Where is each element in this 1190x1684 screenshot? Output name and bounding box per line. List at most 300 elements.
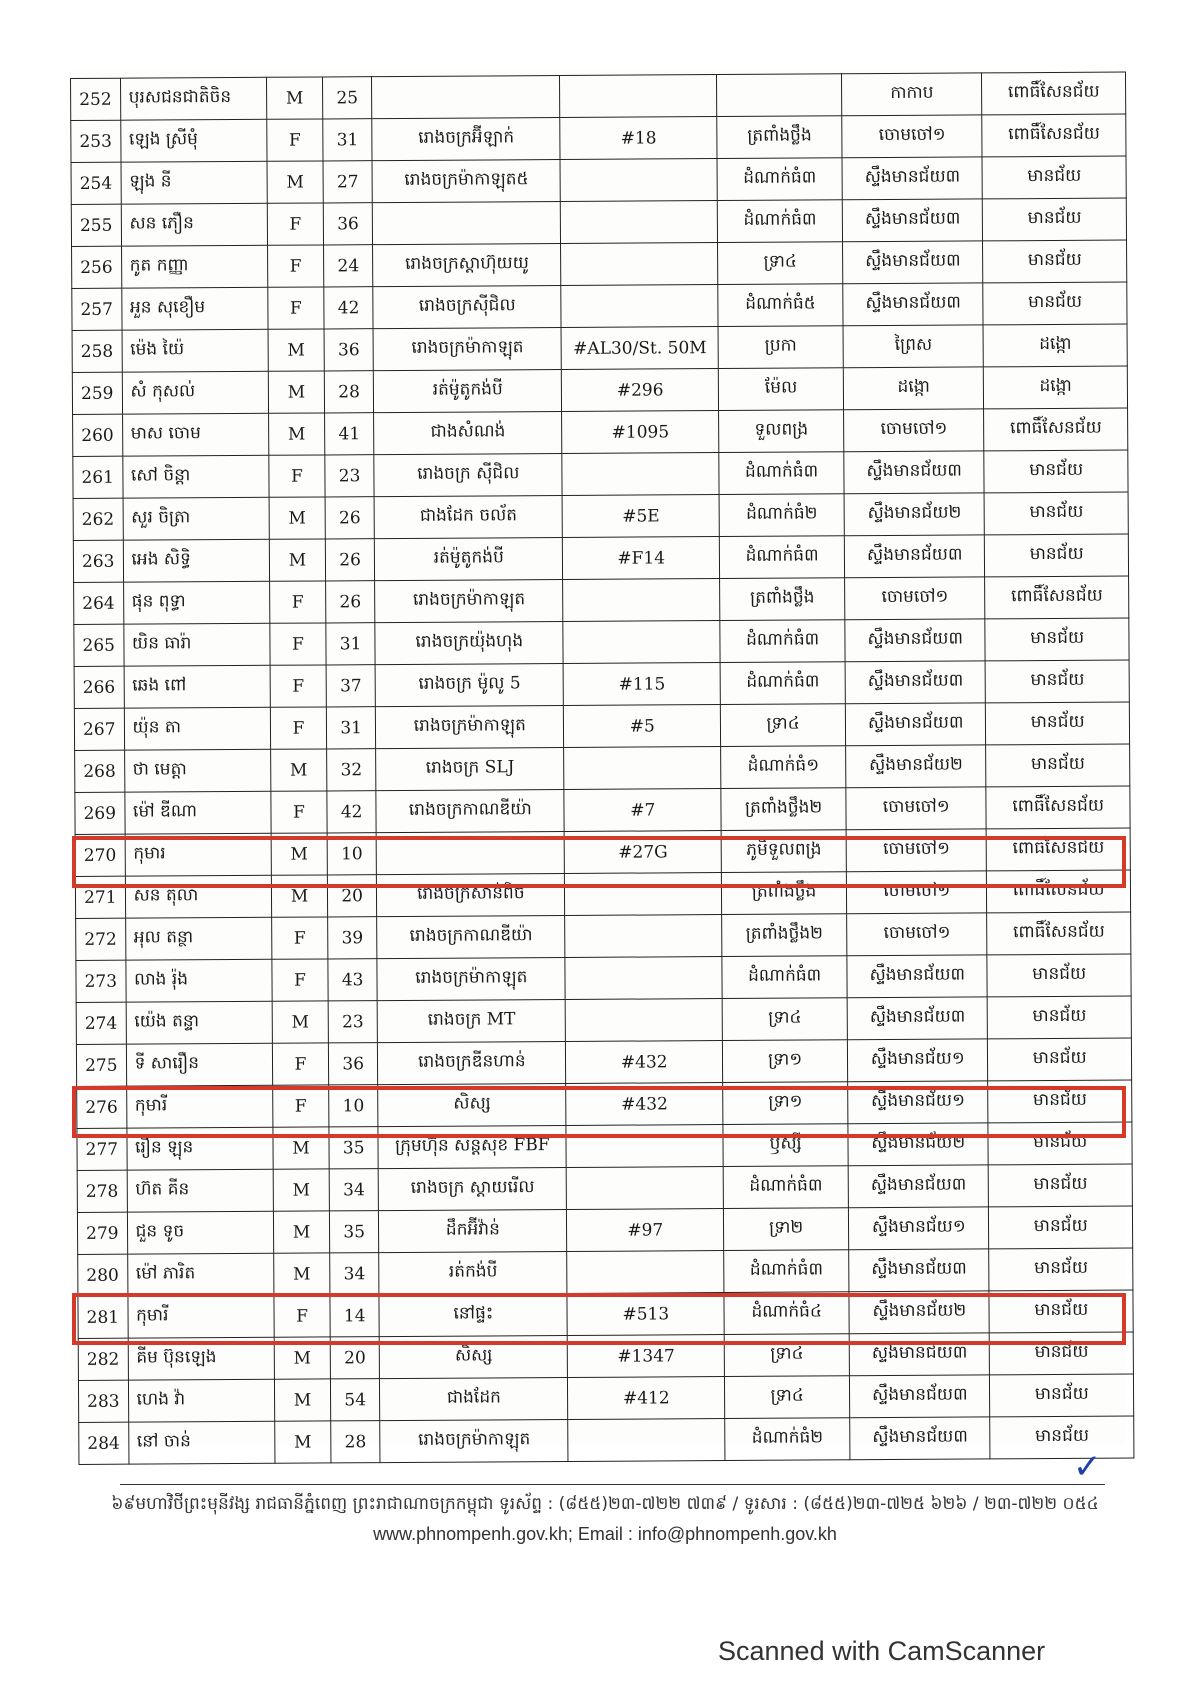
cell-name: បុរសជនជាតិចិន	[120, 77, 267, 120]
cell-district: មានជ័យ	[988, 996, 1132, 1039]
table-row	[75, 828, 1130, 876]
cell-district: មានជ័យ	[990, 1332, 1134, 1375]
cell-sex: F	[269, 455, 325, 497]
cell-commune: ចោមចៅ១	[846, 871, 987, 914]
cell-age: 24	[323, 245, 373, 287]
cell-sex: F	[270, 581, 326, 623]
cell-village: ទ្រា១	[723, 1040, 848, 1083]
cell-name: យិន ធារ៉ា	[123, 623, 270, 666]
cell-age: 14	[330, 1295, 380, 1337]
cell-age: 28	[331, 1421, 381, 1463]
cell-no: 281	[78, 1296, 128, 1338]
cell-house: #412	[568, 1377, 725, 1420]
cell-work: រោងចក្រម៉ាកាឡុត	[376, 705, 564, 748]
cell-village: ម៉ែល	[718, 368, 843, 411]
cell-no: 277	[77, 1128, 127, 1170]
cell-name: កុមារ	[125, 833, 272, 876]
cell-sex: M	[271, 749, 327, 791]
cell-house	[566, 1167, 723, 1210]
cell-sex: M	[267, 77, 323, 119]
cell-district: មានជ័យ	[985, 534, 1129, 577]
table-row	[75, 744, 1130, 792]
cell-age: 23	[328, 1001, 378, 1043]
cell-commune: ចោមចៅ១	[846, 829, 987, 872]
cell-name: សំ កុសល់	[122, 371, 269, 414]
cell-village: ដំណាក់ធំ៣	[720, 662, 845, 705]
cell-house	[560, 75, 717, 118]
cell-sex: M	[269, 497, 325, 539]
cell-age: 10	[329, 1085, 379, 1127]
cell-village: ត្រពាំងថ្លឹង២	[721, 788, 846, 831]
cell-commune: កាកាប	[842, 73, 983, 116]
cell-commune: ចោមចៅ១	[842, 115, 983, 158]
cell-sex: M	[273, 1127, 329, 1169]
cell-district: ពោធិ៍សែនជ័យ	[982, 72, 1126, 115]
table-row	[72, 282, 1127, 330]
cell-no: 261	[73, 456, 123, 498]
cell-no: 260	[73, 414, 123, 456]
footer-contact: www.phnompenh.gov.kh; Email : info@phnompenh.gov.kh	[373, 1524, 837, 1544]
cell-name: ម៉េង យ៉ៃ	[122, 329, 269, 372]
cell-house: #115	[563, 663, 720, 706]
cell-sex: M	[268, 371, 324, 413]
cell-district: មានជ័យ	[985, 618, 1129, 661]
cell-no: 270	[75, 834, 125, 876]
cell-age: 31	[326, 707, 376, 749]
records-table	[70, 72, 1134, 1465]
table-row	[72, 366, 1127, 414]
cell-sex: F	[273, 1085, 329, 1127]
cell-work: ក្រុមហ៊ុន សន្តិសុខ FBF	[378, 1125, 566, 1168]
cell-house: #5E	[562, 495, 719, 538]
cell-house	[561, 243, 718, 286]
cell-commune: ចោមចៅ១	[845, 577, 986, 620]
cell-work: សិស្ស	[378, 1083, 566, 1126]
cell-village: ដំណាក់ធំ៤	[724, 1292, 849, 1335]
cell-commune: ស្ទឹងមានជ័យ៣	[842, 199, 983, 242]
cell-sex: M	[274, 1211, 330, 1253]
cell-district: មានជ័យ	[989, 1248, 1133, 1291]
scanner-watermark: Scanned with CamScanner	[718, 1636, 1046, 1666]
cell-sex: F	[268, 287, 324, 329]
cell-district: ពោធិ៍សែនជ័យ	[987, 870, 1131, 913]
cell-age: 41	[324, 413, 374, 455]
cell-commune: ស្ទឹងមានជ័យ៣	[843, 283, 984, 326]
cell-commune: ស្ទឹងមានជ័យ៣	[845, 703, 986, 746]
cell-district: មានជ័យ	[989, 1206, 1133, 1249]
cell-district: ពោធិ៍សែនជ័យ	[987, 828, 1131, 871]
cell-village: ទ្រា៤	[718, 242, 843, 285]
check-mark-icon: ✓	[1073, 1447, 1102, 1487]
cell-commune: ចោមចៅ១	[846, 787, 987, 830]
table-row	[76, 912, 1131, 960]
cell-no: 280	[78, 1254, 128, 1296]
cell-district: មានជ័យ	[984, 450, 1128, 493]
cell-house: #18	[560, 117, 717, 160]
cell-house	[563, 621, 720, 664]
cell-district: ពោធិ៍សែនជ័យ	[982, 114, 1126, 157]
table-row	[73, 492, 1128, 540]
cell-house: #432	[566, 1083, 723, 1126]
cell-district: មានជ័យ	[986, 660, 1130, 703]
cell-sex: M	[267, 161, 323, 203]
cell-house	[567, 1251, 724, 1294]
cell-sex: M	[275, 1421, 331, 1463]
records-body	[71, 72, 1134, 1464]
cell-house: #F14	[563, 537, 720, 580]
cell-name: មាស ចោម	[122, 413, 269, 456]
cell-village: ទួលពង្រ	[719, 410, 844, 453]
cell-district: មានជ័យ	[983, 198, 1127, 241]
cell-work: រោងចក្រកាណឌីយ៉ា	[376, 789, 564, 832]
cell-district: ដង្កោ	[984, 324, 1128, 367]
cell-sex: M	[269, 413, 325, 455]
cell-no: 278	[77, 1170, 127, 1212]
cell-age: 34	[330, 1253, 380, 1295]
cell-no: 252	[71, 78, 121, 120]
cell-sex: F	[274, 1295, 330, 1337]
cell-commune: ស្ទឹងមានជ័យ៣	[847, 955, 988, 998]
table-row	[71, 156, 1126, 204]
cell-age: 31	[323, 119, 373, 161]
cell-house: #1095	[562, 411, 719, 454]
cell-work: រោងចក្រ ស្តាយរើល	[379, 1167, 567, 1210]
cell-age: 26	[325, 497, 375, 539]
cell-village	[717, 74, 842, 117]
cell-name: កុមារី	[127, 1295, 274, 1338]
table-row	[76, 996, 1131, 1044]
cell-name: យ៉េង តន្ទា	[126, 1001, 273, 1044]
cell-work: រត់កង់បី	[379, 1251, 567, 1294]
table-row	[78, 1332, 1133, 1380]
cell-name: សន ភឿន	[121, 203, 268, 246]
cell-house	[566, 1125, 723, 1168]
cell-age: 35	[329, 1211, 379, 1253]
cell-sex: M	[275, 1379, 331, 1421]
cell-no: 255	[71, 204, 121, 246]
table-row	[75, 870, 1130, 918]
table-row	[74, 702, 1129, 750]
cell-house: #AL30/St. 50M	[561, 327, 718, 370]
cell-village: ត្រពាំងថ្លឹង	[722, 872, 847, 915]
cell-sex: F	[270, 707, 326, 749]
cell-commune: ស្ទឹងមានជ័យ៣	[843, 241, 984, 284]
cell-village: ទ្រា១	[723, 1082, 848, 1125]
cell-work: រោងចក្រសាន់ពិច	[377, 873, 565, 916]
cell-name: គីម ប៊ុនឡេង	[128, 1337, 275, 1380]
cell-district: មានជ័យ	[989, 1164, 1133, 1207]
table-row	[77, 1122, 1132, 1170]
cell-village: ដំណាក់ធំ២	[719, 494, 844, 537]
cell-district: ពោធិ៍សែនជ័យ	[987, 912, 1131, 955]
cell-village: ភូមិទួលពង្រ	[721, 830, 846, 873]
cell-name: លាង រ៉ុង	[125, 959, 272, 1002]
cell-commune: ស្ទឹងមានជ័យ៣	[850, 1417, 991, 1460]
cell-sex: M	[271, 833, 327, 875]
cell-no: 262	[73, 498, 123, 540]
table-row	[74, 618, 1129, 666]
table-row	[78, 1248, 1133, 1296]
cell-house	[565, 873, 722, 916]
cell-commune: ស្ទឹងមានជ័យ៣	[850, 1375, 991, 1418]
cell-sex: F	[267, 203, 323, 245]
cell-district: មានជ័យ	[986, 744, 1130, 787]
cell-commune: ស្ទឹងមានជ័យ៣	[849, 1333, 990, 1376]
table-row	[73, 534, 1128, 582]
cell-work: រោងចក្រអ៊ីឡាក់	[372, 118, 560, 161]
cell-no: 263	[73, 540, 123, 582]
cell-village: ដំណាក់ធំ៣	[719, 452, 844, 495]
cell-age: 34	[329, 1169, 379, 1211]
cell-village: ដំណាក់ធំ៣	[722, 956, 847, 999]
cell-no: 257	[72, 288, 122, 330]
cell-commune: ស្ទឹងមានជ័យ២	[846, 745, 987, 788]
cell-commune: ស្ទឹងមានជ័យ៣	[842, 157, 983, 200]
cell-house	[564, 747, 721, 790]
cell-no: 266	[74, 666, 124, 708]
cell-district: ពោធិ៍សែនជ័យ	[986, 786, 1130, 829]
cell-no: 276	[77, 1086, 127, 1128]
cell-no: 254	[71, 162, 121, 204]
cell-village: ដំណាក់ធំ៣	[723, 1166, 848, 1209]
cell-no: 279	[77, 1212, 127, 1254]
cell-village: ទ្រា២	[724, 1208, 849, 1251]
cell-no: 264	[74, 582, 124, 624]
cell-sex: F	[271, 791, 327, 833]
cell-work: រោងចក្រ ម៉ូលូ 5	[375, 663, 563, 706]
table-row	[74, 576, 1129, 624]
cell-district: មានជ័យ	[986, 702, 1130, 745]
cell-age: 10	[327, 833, 377, 875]
table-row	[78, 1374, 1133, 1422]
cell-work: រោងចក្រ ស៊ីជិល	[374, 454, 562, 497]
cell-age: 27	[323, 161, 373, 203]
cell-no: 272	[76, 918, 126, 960]
cell-name: កូត កញ្ញា	[121, 245, 268, 288]
cell-name: ឆេង ពៅ	[124, 665, 271, 708]
cell-work: រោងចក្រ SLJ	[376, 747, 564, 790]
cell-sex: M	[272, 1001, 328, 1043]
cell-work: ដឹកអ៊ីវ៉ាន់	[379, 1209, 567, 1252]
table-row	[77, 1206, 1132, 1254]
cell-sex: F	[270, 623, 326, 665]
table-row	[72, 240, 1127, 288]
cell-age: 42	[327, 791, 377, 833]
footer-address: ៦៩មហាវិថីព្រះមុនីវង្ស រាជធានីភ្នំពេញ ព្រះរាជាណាចក្រកម្ពុជា ទូរស័ព្ទ : (៨៥៥)២៣-៧២២ ៧៣៩ / ទូរសារ : (៨៥៥)២៣-៧២៥ ៦២៦ / ២៣-៧២២ ០៥៤	[111, 1494, 1099, 1514]
cell-name: ម៉ៅ ភារិត	[127, 1253, 274, 1296]
cell-commune: ព្រៃស	[843, 325, 984, 368]
cell-commune: ស្ទឹងមានជ័យ១	[847, 1039, 988, 1082]
cell-work	[373, 202, 561, 245]
cell-district: មានជ័យ	[988, 1080, 1132, 1123]
cell-work: រោងចក្រស៊ីជិល	[373, 286, 561, 329]
cell-age: 36	[324, 329, 374, 371]
table-row	[71, 114, 1126, 162]
cell-house: #432	[566, 1041, 723, 1084]
cell-district: មានជ័យ	[987, 954, 1131, 997]
cell-work: រោងចក្រស្តាហ៊ុយយូ	[373, 244, 561, 287]
cell-commune: ចោមចៅ១	[847, 913, 988, 956]
cell-sex: F	[267, 119, 323, 161]
cell-village: ទ្រា៤	[724, 1334, 849, 1377]
cell-house: #27G	[564, 831, 721, 874]
table-row	[78, 1290, 1133, 1338]
cell-age: 26	[325, 539, 375, 581]
cell-house	[563, 579, 720, 622]
cell-work: រោងចក្រម៉ាកាឡុត៥	[372, 160, 560, 203]
cell-sex: M	[268, 329, 324, 371]
cell-district: មានជ័យ	[985, 492, 1129, 535]
table-row	[75, 786, 1130, 834]
cell-commune: ស្ទឹងមានជ័យ៣	[844, 451, 985, 494]
cell-work: រោងចក្រឌីនហាន់	[378, 1041, 566, 1084]
cell-work: រត់ម៉ូតូកង់បី	[375, 537, 563, 580]
cell-village: ដំណាក់ធំ៣	[720, 620, 845, 663]
cell-age: 37	[326, 665, 376, 707]
cell-house: #5	[564, 705, 721, 748]
table-row	[77, 1164, 1132, 1212]
cell-name: ឡុង នី	[121, 161, 268, 204]
cell-village: ទ្រា៤	[721, 704, 846, 747]
cell-name: សិន តុលា	[125, 875, 272, 918]
cell-commune: ស្ទឹងមានជ័យ៣	[848, 1165, 989, 1208]
cell-age: 23	[325, 455, 375, 497]
cell-no: 268	[75, 750, 125, 792]
cell-name: អុល តន្ថា	[125, 917, 272, 960]
cell-work: រោងចក្រម៉ាកាឡុត	[375, 579, 563, 622]
cell-work: រោងចក្រ MT	[378, 999, 566, 1042]
cell-no: 284	[79, 1422, 129, 1464]
cell-age: 20	[330, 1337, 380, 1379]
cell-house	[562, 453, 719, 496]
cell-district: មានជ័យ	[990, 1416, 1134, 1459]
cell-commune: ស្ទឹងមានជ័យ២	[849, 1291, 990, 1334]
cell-sex: F	[272, 917, 328, 959]
cell-sex: F	[270, 665, 326, 707]
cell-age: 28	[324, 371, 374, 413]
cell-district: ដង្កោ	[984, 366, 1128, 409]
cell-commune: ចោមចៅ១	[844, 409, 985, 452]
cell-no: 274	[76, 1002, 126, 1044]
cell-name: នៅ ចាន់	[128, 1421, 275, 1464]
cell-no: 259	[72, 372, 122, 414]
table-row	[71, 72, 1126, 120]
table-row	[73, 450, 1128, 498]
cell-no: 275	[76, 1044, 126, 1086]
cell-work: រោងចក្រកាណឌីយ៉ា	[377, 915, 565, 958]
cell-commune: ស្ទឹងមានជ័យ១	[848, 1081, 989, 1124]
cell-village: ទ្រា៤	[722, 998, 847, 1041]
cell-name: ហ៊ត គីន	[127, 1169, 274, 1212]
cell-house: #513	[567, 1293, 724, 1336]
cell-no: 253	[71, 120, 121, 162]
table-row	[71, 198, 1126, 246]
cell-house	[560, 159, 717, 202]
cell-village: ទ្រា៤	[725, 1376, 850, 1419]
table-row	[79, 1416, 1134, 1464]
cell-no: 271	[75, 876, 125, 918]
cell-age: 25	[322, 77, 372, 119]
cell-commune: ដង្កោ	[843, 367, 984, 410]
cell-work: ជាងសំណង់	[374, 412, 562, 455]
cell-age: 36	[328, 1043, 378, 1085]
cell-district: មានជ័យ	[989, 1290, 1133, 1333]
cell-work: រោងចក្រម៉ាកាឡុត	[380, 1419, 568, 1462]
cell-village: ដំណាក់ធំ២	[725, 1418, 850, 1461]
cell-district: មានជ័យ	[983, 240, 1127, 283]
cell-work: រោងចក្រម៉ាកាឡុត	[373, 328, 561, 371]
table-row	[76, 954, 1131, 1002]
cell-no: 273	[76, 960, 126, 1002]
cell-district: មានជ័យ	[988, 1038, 1132, 1081]
cell-house	[565, 915, 722, 958]
cell-age: 20	[327, 875, 377, 917]
cell-name: អួន សុខឿម	[121, 287, 268, 330]
cell-district: ពោធិ៍សែនជ័យ	[984, 408, 1128, 451]
cell-no: 282	[78, 1338, 128, 1380]
cell-sex: M	[269, 539, 325, 581]
cell-age: 31	[326, 623, 376, 665]
cell-village: ត្រពាំងថ្លឹង២	[722, 914, 847, 957]
cell-village: ឫស្សី	[723, 1124, 848, 1167]
cell-name: រឿន ឡុន	[126, 1127, 273, 1170]
table-row	[74, 660, 1129, 708]
cell-sex: F	[273, 1043, 329, 1085]
cell-name: ទី សារឿន	[126, 1043, 273, 1086]
cell-house: #97	[567, 1209, 724, 1252]
cell-village: ដំណាក់ធំ៥	[718, 284, 843, 327]
cell-house: #7	[564, 789, 721, 832]
cell-village: ដំណាក់ធំ៣	[717, 158, 842, 201]
cell-commune: ស្ទឹងមានជ័យ៣	[844, 535, 985, 578]
cell-sex: F	[268, 245, 324, 287]
cell-name: ឡេង ស្រីមុំ	[120, 119, 267, 162]
cell-name: អេង សិទ្ធិ	[123, 539, 270, 582]
cell-village: ត្រពាំងថ្លឹង	[720, 578, 845, 621]
cell-commune: ស្ទឹងមានជ័យ២	[848, 1123, 989, 1166]
cell-village: ដំណាក់ធំ៣	[717, 200, 842, 243]
cell-commune: ស្ទឹងមានជ័យ៣	[845, 619, 986, 662]
cell-work	[377, 831, 565, 874]
cell-village: ដំណាក់ធំ៣	[724, 1250, 849, 1293]
cell-district: មានជ័យ	[983, 282, 1127, 325]
cell-commune: ស្ទឹងមានជ័យ៣	[849, 1249, 990, 1292]
cell-name: កុមារី	[126, 1085, 273, 1128]
cell-work: រោងចក្រយ៉ុងហុង	[375, 621, 563, 664]
cell-sex: M	[274, 1337, 330, 1379]
cell-village: ដំណាក់ធំ៣	[720, 536, 845, 579]
cell-no: 258	[72, 330, 122, 372]
cell-sex: M	[274, 1253, 330, 1295]
cell-sex: F	[272, 959, 328, 1001]
cell-district: មានជ័យ	[990, 1374, 1134, 1417]
cell-no: 283	[78, 1380, 128, 1422]
cell-age: 36	[323, 203, 373, 245]
table-row	[77, 1080, 1132, 1128]
cell-name: ជួន ទូច	[127, 1211, 274, 1254]
table-row	[72, 324, 1127, 372]
cell-no: 256	[72, 246, 122, 288]
cell-village: ប្រកា	[718, 326, 843, 369]
cell-work: ជាងដែក	[380, 1377, 568, 1420]
cell-age: 35	[329, 1127, 379, 1169]
cell-name: ម៉ៅ ឌីណា	[124, 791, 271, 834]
cell-name: សៅ ចិន្តា	[122, 455, 269, 498]
cell-house	[561, 285, 718, 328]
cell-work: ជាងដែក ចល័ត	[374, 496, 562, 539]
cell-house	[568, 1419, 725, 1462]
cell-name: សួរ ចិត្រា	[123, 497, 270, 540]
